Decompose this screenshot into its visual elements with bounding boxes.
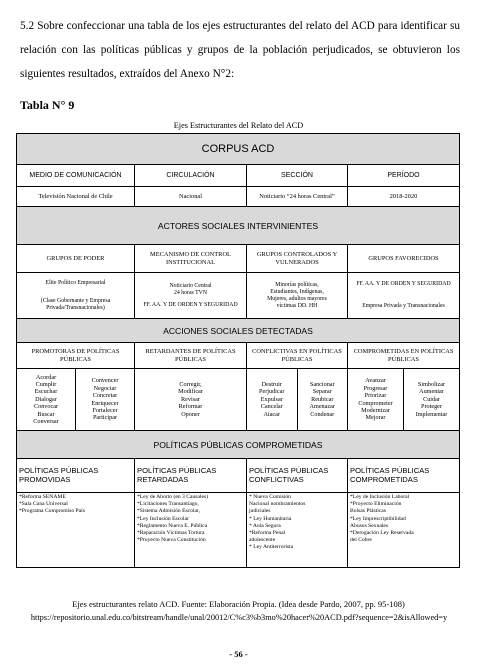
value-promovidas [17,493,134,567]
list-item: Cumplir [35,380,57,388]
list-item: *Ley de Inclusión Laboral [350,494,410,500]
promotoras-list-a [17,369,76,430]
retardantes-list [135,369,246,430]
list-item: *Proyecto Nueva Constitución [137,537,206,544]
list-item: *Reforma Penal [249,530,286,537]
politicas-header-row [17,458,459,492]
header-promotoras: PROMOTORAS DE POLÍTICAS PÚBLICAS [31,348,120,363]
header-retardantes: RETARDANTES DE POLÍTICAS PÚBLICAS [134,343,246,368]
structuring-axes-table [16,133,460,568]
header-comprometidas: COMPROMETIDAS EN POLÍTICAS PÚBLICAS [347,343,459,368]
corpus-value-row [17,186,459,206]
list-item: Avanzar [365,377,386,385]
list-item: adolescente [249,537,276,544]
value-pol-comprometidas [347,493,459,567]
list-item: del Cobre [350,537,372,544]
header-mecanismo: MECANISMO DE CONTROL INSTITUCIONAL [134,245,246,272]
list-item: Sancionar [309,380,335,388]
intro-paragraph: 5.2 Sobre confeccionar una tabla de los ejes estructurantes del relato del ACD para identificar su relación con las políticas públicas y grupos de la población perjudicados, se obtuvieron los siguientes resultados, extraídos del Anexo N°2: [20,20,460,80]
list-item: Mejorar [365,414,386,422]
list-item: Cuidar [423,395,440,403]
list-item: *Reforma SENAME [19,494,66,500]
acciones-title-row [17,318,459,342]
promotoras-list-b [76,369,134,430]
list-item: Concretar [92,392,118,400]
list-item: Conversar [33,418,59,426]
actores-header-row [17,244,459,272]
table-label: Tabla N° 9 [20,98,75,112]
list-item: Expulsar [260,395,283,403]
value-conflictivas [246,369,347,430]
list-item: Modificar [178,388,203,396]
list-item: Bolsas Plásticas [350,508,386,515]
header-retardadas: POLÍTICAS PÚBLICAS RETARDADAS [134,459,246,492]
source-note: Ejes estructurantes relato ACD. Fuente: Elaboración Propia. (Idea desde Pardo, 2007, pp. 95-108) [72,599,405,609]
list-item: Enriquecer [91,399,119,407]
value-favorecidos: FF. AA. Y DE ORDEN Y SEGURIDAD Empresa Privada y Transnacionales [347,273,459,318]
list-item: Corregir, [179,380,202,388]
list-item: * Aula Segura [249,522,281,529]
list-item: Convocar [33,403,59,411]
header-controlados: GRUPOS CONTROLADOS Y VULNERADOS [246,245,347,272]
list-item: *Proyecto Eliminación [350,501,402,508]
list-item: Amenazar [309,403,335,411]
list-item: Destruir [261,380,282,388]
value-promotoras [17,369,134,430]
list-item: * Nueva Comisión [249,494,291,500]
list-item: judiciales [249,508,271,515]
list-item: Convencer [91,377,119,385]
value-grupos-poder: Elite Político Empresarial (Clase Gobernante y Empresa Privada/Transnacionales) [40,279,111,311]
list-item: *Programa Compromiso País [19,508,85,515]
acciones-title: ACCIONES SOCIALES DETECTADAS [17,319,459,342]
table-caption: Ejes Estructurantes del Relato del ACD [173,121,304,130]
header-conflictivas: CONFLICTIVAS EN POLÍTICAS PÚBLICAS [246,343,347,368]
value-pol-conflictivas [246,493,347,567]
value-retardadas [134,493,246,567]
conflictivas-list-b [298,369,348,430]
list-item: Cancelar [260,403,283,411]
list-item: Priorizar [364,392,387,400]
corpus-title-row [17,134,459,164]
header-periodo: PERÍODO [347,165,459,186]
list-item: Proteger [421,403,442,411]
value-periodo: 2018-2020 [347,187,459,206]
list-item: Simbolizar [417,380,446,388]
list-item: Buscar [37,410,55,418]
list-item: Escuchar [34,388,58,396]
politicas-title-row [17,430,459,458]
acciones-header-row [17,342,459,368]
list-item: Separar [312,388,332,396]
list-item: Implementar [415,410,448,418]
header-medio: MEDIO DE COMUNICACIÓN [29,171,122,179]
politicas-title: POLÍTICAS PÚBLICAS COMPROMETIDAS [17,431,459,458]
header-pol-conflictivas: POLÍTICAS PÚBLICAS CONFLICTIVAS [246,459,347,492]
list-item: Acordar [35,373,57,381]
actores-value-row [17,272,459,318]
list-item: Participar [92,414,118,422]
list-item: *Reglamento Nueva E. Pública [137,522,208,529]
actores-title-row [17,206,459,244]
header-favorecidos: GRUPOS FAVORECIDOS [347,245,459,272]
list-item: *Sala Cuna Universal [19,501,68,508]
list-item: *Derogación Ley Reservada [350,530,414,537]
list-item: Progresar [363,384,388,392]
comprometidas-list-b [404,369,459,430]
list-item: *Licitaciones Transantiago, [137,501,199,508]
list-item: * Ley Antiterrorista [249,544,294,551]
header-promovidas: POLÍTICAS PÚBLICAS PROMOVIDAS [19,465,99,484]
list-item: Oponer [181,410,200,418]
list-item: Reubicar [311,395,334,403]
value-seccion: Noticiario “24 horas Central” [246,187,347,206]
list-item: Nacional nombramientos [249,501,306,508]
actores-title: ACTORES SOCIALES INTERVINIENTES [17,207,459,244]
corpus-title: CORPUS ACD [17,134,459,164]
header-circulacion: CIRCULACIÓN [134,165,246,186]
list-item: Aumentar [419,388,444,396]
list-item: Comprometer [358,399,393,407]
value-controlados: Minorías políticas, Estudiantes, Indígenas, Mujeres, adultos mayores víctimas DD. HH [246,273,347,318]
list-item: *Ley de Aborto (en 3 Causales) [137,494,208,500]
value-circulacion: Nacional [134,187,246,206]
list-item: Modernizar [361,406,390,414]
header-pol-comprometidas: POLÍTICAS PÚBLICAS COMPROMETIDAS [347,459,459,492]
source-url: https://repositorio.unal.edu.co/bitstream/handle/unal/20012/C%c3%b3mo%20hacer%20ACD.pdf?sequence=2&isAllowed=y [30,613,448,622]
list-item: Fortalecer [92,406,118,414]
list-item: *Ley Inclusión Escolar [137,515,189,522]
value-retardantes [134,369,246,430]
list-item: *Reparación Víctimas Tortura [137,530,205,537]
page-number: - 56 - [229,649,248,659]
list-item: * Ley Humanitaria [249,515,292,522]
list-item: Perjudicar [259,388,285,396]
value-comprometidas [347,369,459,430]
list-item: *Ley Imprescriptibilidad [350,515,406,522]
value-mecanismo: Noticiario Central 24 horas TVN FF. AA. Y DE ORDEN Y SEGURIDAD [134,273,246,318]
header-seccion: SECCIÓN [246,165,347,186]
acciones-value-row [17,368,459,430]
list-item: Abusos Sexuales [350,522,389,529]
list-item: *Sistema Admisión Escolar, [137,508,201,515]
header-grupos-poder: GRUPOS DE PODER [46,254,105,262]
list-item: Condenar [310,410,335,418]
comprometidas-list-a [348,369,404,430]
list-item: Revisar [181,395,200,403]
list-item: Dialogar [35,395,57,403]
list-item: Atacar [263,410,280,418]
list-item: Negociar [93,384,117,392]
conflictivas-list-a [247,369,298,430]
corpus-header-row [17,164,459,186]
politicas-value-row [17,492,459,567]
value-medio: Televisión Nacional de Chile [38,192,113,200]
list-item: Reformar [178,403,203,411]
